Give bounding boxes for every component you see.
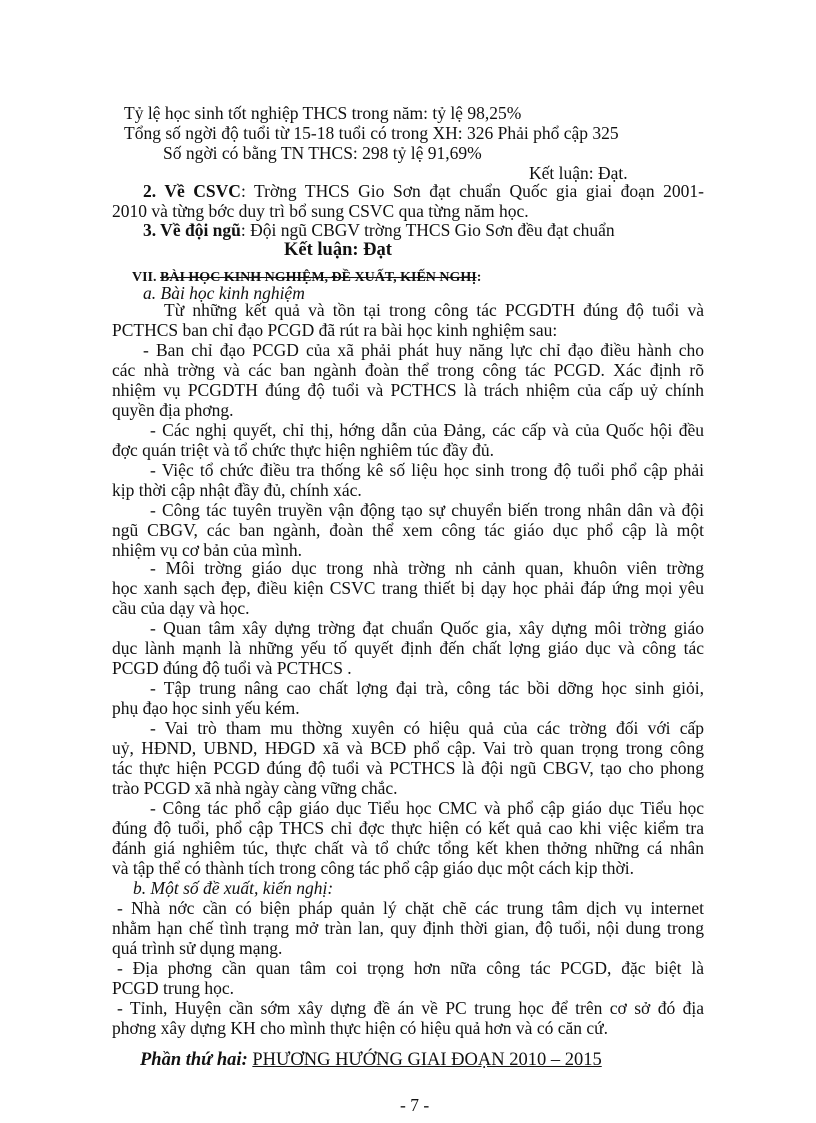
- csvc-heading: 2. Về CSVC: [143, 181, 241, 201]
- lesson-line: PCGD đúng độ tuổi và PCTHCS .: [112, 658, 352, 678]
- subsection-a-title: a. Bài học kinh nghiệm: [143, 283, 305, 303]
- lesson-line: đúng độ tuổi, phổ cập THCS chỉ đợc thực hiện có kết quả cao khi việc kiểm tra: [112, 818, 704, 838]
- lesson-line: - Công tác tuyên truyền vận động tạo sự chuyển biến trong nhân dân và đội: [150, 500, 704, 520]
- lesson-line: PCTHCS ban chỉ đạo PCGD đã rút ra bài học kinh nghiệm sau:: [112, 320, 558, 340]
- stat-graduation-rate: Tỷ lệ học sinh tốt nghiệp THCS trong năm: tỷ lệ 98,25%: [124, 103, 522, 123]
- lesson-line: đợc quán triệt và tổ chức thực hiện nghiêm túc đầy đủ.: [112, 440, 495, 460]
- staff-conclusion: Kết luận: Đạt: [284, 240, 392, 260]
- proposal-line: phơng xây dựng KH cho mình thực hiện có hiệu quả hơn và có căn cứ.: [112, 1018, 609, 1038]
- lesson-line: học xanh sạch đẹp, điều kiện CSVC trang thiết bị dạy học phải đáp ứng mọi yêu: [112, 578, 704, 598]
- proposal-line: quá trình sử dụng mạng.: [112, 938, 283, 958]
- proposal-line: - Địa phơng cần quan tâm coi trọng hơn nữa công tác PCGD, đặc biệt là: [117, 958, 704, 978]
- part-two-heading: [140, 1050, 602, 1070]
- proposal-line: - Nhà nớc cần có biện pháp quản lý chặt chẽ các trung tâm dịch vụ internet: [117, 898, 704, 918]
- lesson-line: tác thực hiện PCGD đúng độ tuổi và PCTHCS là đội ngũ CBGV, tạo cho phong: [112, 758, 704, 778]
- lesson-line: quyền địa phơng.: [112, 400, 234, 420]
- stat-age-population: Tổng số ngời độ tuổi từ 15-18 tuổi có trong XH: 326 Phải phổ cập 325: [124, 123, 619, 143]
- stat-conclusion: Kết luận: Đạt.: [529, 163, 628, 183]
- section-vii-colon: :: [476, 270, 482, 285]
- csvc-paragraph-line1: [143, 181, 704, 201]
- proposal-line: - Tỉnh, Huyện cần sớm xây dựng đề án về PC trung học để trên cơ sở đó địa: [117, 998, 704, 1018]
- lesson-line: nhiệm vụ PCGDTH đúng độ tuổi và PCTHCS là trách nhiệm của cấp uỷ chính: [112, 380, 704, 400]
- proposal-line: nhằm hạn chế tình trạng mở tràn lan, quy định thời gian, độ tuổi, nội dung trong: [112, 918, 704, 938]
- lesson-line: kịp thời cập nhật đầy đủ, chính xác.: [112, 480, 362, 500]
- staff-text: : Đội ngũ CBGV trờng THCS Gio Sơn đều đạt chuẩn: [240, 220, 615, 240]
- lesson-line: uỷ, HĐND, UBND, HĐGD xã và BCĐ phổ cập. Vai trò quan trọng trong công: [112, 738, 704, 758]
- part-two-title: PHƯƠNG HƯỚNG GIAI ĐOẠN 2010 – 2015: [252, 1050, 602, 1070]
- lesson-line: ngũ CBGV, các ban ngành, đoàn thể xem công tác giáo dục phổ cập là một: [112, 520, 704, 540]
- lesson-line: - Vai trò tham mu thờng xuyên có hiệu quả của các trờng đối với cấp: [150, 718, 704, 738]
- staff-paragraph: [143, 220, 615, 240]
- csvc-text: : Trờng THCS Gio Sơn đạt chuẩn Quốc gia giai đoạn 2001-: [240, 181, 704, 201]
- lesson-line: - Việc tổ chức điều tra thống kê số liệu học sinh trong độ tuổi phổ cập phải: [150, 460, 704, 480]
- part-two-label: Phần thứ hai:: [140, 1050, 248, 1070]
- lesson-line: phụ đạo học sinh yếu kém.: [112, 698, 300, 718]
- lesson-line: cầu của dạy và học.: [112, 598, 250, 618]
- csvc-paragraph-line2: 2010 và từng bớc duy trì bổ sung CSVC qua từng năm học.: [112, 201, 529, 221]
- lesson-line: - Các nghị quyết, chỉ thị, hớng dẫn của Đảng, các cấp và của Quốc hội đều: [150, 420, 704, 440]
- subsection-b-title: b. Một số đề xuất, kiến nghị:: [133, 878, 334, 898]
- lesson-line: đánh giá nghiêm túc, thực chất và tổ chức tổng kết khen thởng những cá nhân: [112, 838, 704, 858]
- lesson-line: - Quan tâm xây dựng trờng đạt chuẩn Quốc gia, xây dựng môi trờng giáo: [150, 618, 704, 638]
- lesson-line: các nhà trờng và các ban ngành đoàn thể trong công tác PCGD. Xác định rõ: [112, 360, 704, 380]
- staff-heading: 3. Về đội ngũ: [143, 220, 241, 240]
- proposal-line: PCGD trung học.: [112, 978, 235, 998]
- lesson-line: dục lành mạnh là những yếu tố quyết định đến chất lợng giáo dục và công tác: [112, 638, 704, 658]
- page-number: - 7 -: [400, 1095, 430, 1115]
- lesson-line: trào PCGD xã nhà ngày càng vững chắc.: [112, 778, 398, 798]
- section-vii-number: VII.: [132, 270, 161, 285]
- stat-diploma-holders: Số ngời có bằng TN THCS: 298 tỷ lệ 91,69%: [163, 143, 482, 163]
- lesson-line: - Tập trung nâng cao chất lợng đại trà, công tác bồi dỡng học sinh giỏi,: [150, 678, 704, 698]
- lesson-line: Từ những kết quả và tồn tại trong công tác PCGDTH đúng độ tuổi và: [164, 300, 704, 320]
- lesson-line: nhiệm vụ cơ bản của mình.: [112, 540, 303, 560]
- lesson-line: và tập thể có thành tích trong công tác phổ cập giáo dục một cách kịp thời.: [112, 858, 634, 878]
- section-vii-title: BÀI HỌC KINH NGHIỆM, ĐỀ XUẤT, KIẾN NGHỊ: [160, 270, 477, 285]
- lesson-line: - Công tác phổ cập giáo dục Tiểu học CMC và phổ cập giáo dục Tiểu học: [150, 798, 704, 818]
- lesson-line: - Ban chỉ đạo PCGD của xã phải phát huy năng lực chỉ đạo điều hành cho: [143, 340, 704, 360]
- lesson-line: - Môi trờng giáo dục trong nhà trờng nh cảnh quan, khuôn viên trờng: [150, 558, 704, 578]
